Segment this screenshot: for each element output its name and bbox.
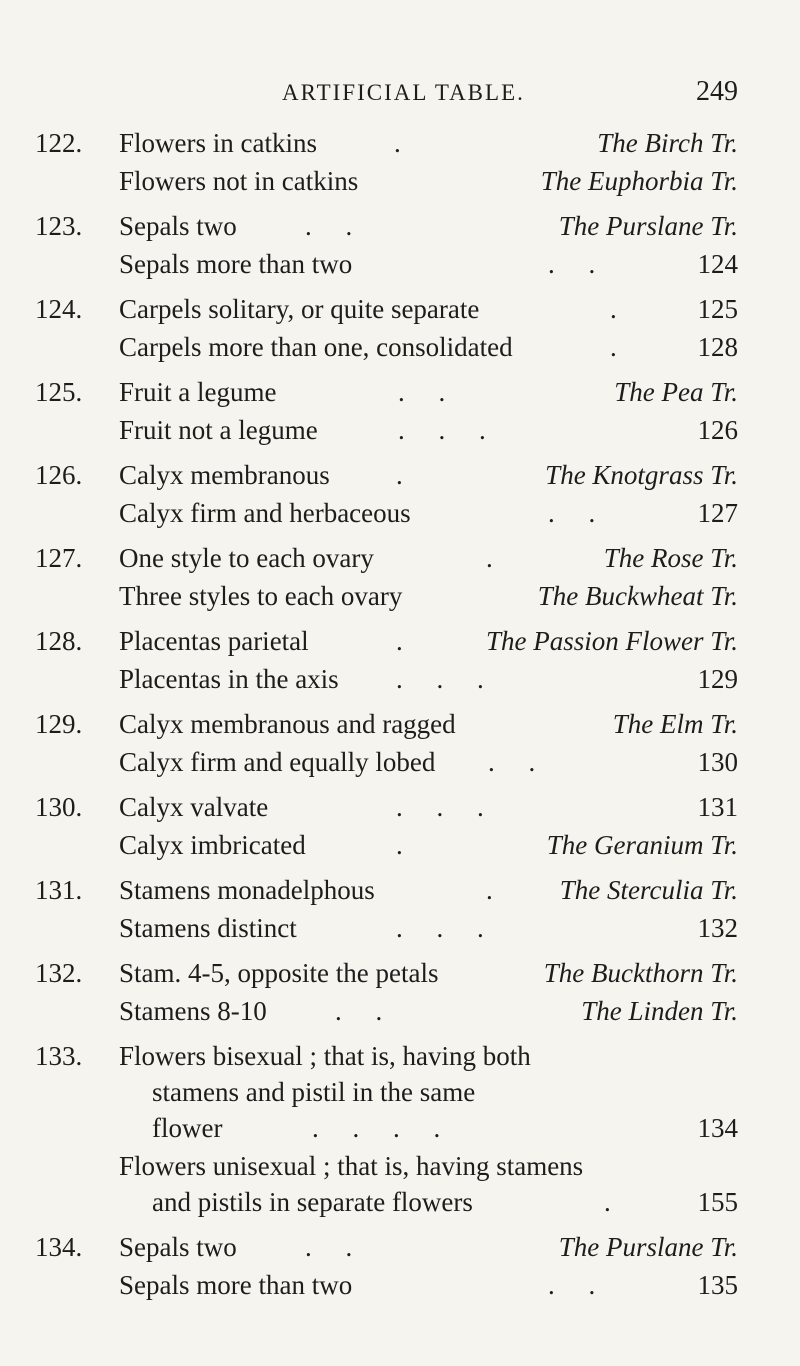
result: 129 (697, 664, 738, 694)
result: The Linden Tr. (581, 996, 738, 1026)
key-line (0, 993, 800, 1029)
running-title: ARTIFICIAL TABLE. (282, 80, 525, 105)
entry-number: 124. (35, 294, 83, 324)
result: 124 (697, 249, 738, 279)
line-text: Flowers unisexual ; that is, having stamens (119, 1151, 584, 1181)
result: The Sterculia Tr. (559, 875, 738, 905)
line-text: Stam. 4-5, opposite the petals (119, 958, 439, 988)
key-line (0, 1184, 800, 1220)
key-line (0, 1110, 800, 1146)
leader-dots: . . (548, 249, 596, 279)
leader-dots: . . . (396, 913, 484, 943)
result: The Purslane Tr. (558, 1232, 738, 1262)
key-line (0, 412, 800, 448)
line-text: and pistils in separate flowers (152, 1187, 473, 1217)
leader-dots: . . . (398, 415, 486, 445)
key-line (0, 163, 800, 199)
line-text: Carpels solitary, or quite separate (119, 294, 480, 324)
entry-number: 134. (35, 1232, 83, 1262)
line-text: Placentas parietal (119, 626, 309, 656)
entry-number: 128. (35, 626, 83, 656)
leader-dots: . . . . (312, 1113, 441, 1143)
key-line (0, 495, 800, 531)
key-line (0, 1229, 800, 1265)
entry-number: 130. (35, 792, 83, 822)
key-line (0, 661, 800, 697)
leader-dots: . . (548, 1270, 596, 1300)
line-text: flower (152, 1113, 223, 1143)
line-text: Three styles to each ovary (119, 581, 403, 611)
leader-dots: . . (548, 498, 596, 528)
key-line (0, 1074, 800, 1110)
key-line (0, 955, 800, 991)
entry-number: 132. (35, 958, 83, 988)
line-text: Flowers not in catkins (119, 166, 359, 196)
leader-dots: . . (488, 747, 536, 777)
key-line (0, 623, 800, 659)
line-text: Stamens monadelphous (119, 875, 375, 905)
key-line (0, 744, 800, 780)
line-text: Placentas in the axis (119, 664, 339, 694)
key-line (0, 872, 800, 908)
line-text: Fruit not a legume (119, 415, 318, 445)
line-text: Sepals more than two (119, 249, 353, 279)
entry-number: 129. (35, 709, 83, 739)
line-text: Stamens distinct (119, 913, 297, 943)
result: The Buckthorn Tr. (543, 958, 738, 988)
leader-dots: . (394, 128, 401, 158)
line-text: Flowers bisexual ; that is, having both (119, 1041, 531, 1071)
leader-dots: . . (335, 996, 383, 1026)
leader-dots: . (604, 1187, 611, 1217)
result: The Geranium Tr. (546, 830, 738, 860)
line-text: stamens and pistil in the same (152, 1077, 476, 1107)
result: The Pea Tr. (614, 377, 738, 407)
entry-number: 122. (35, 128, 83, 158)
leader-dots: . (396, 460, 403, 490)
page-number: 249 (696, 76, 738, 107)
key-line (0, 789, 800, 825)
key-line (0, 827, 800, 863)
key-line (0, 540, 800, 576)
line-text: Calyx valvate (119, 792, 269, 822)
leader-dots: . (610, 332, 617, 362)
line-text: Sepals more than two (119, 1270, 353, 1300)
entry-number: 127. (35, 543, 83, 573)
line-text: Calyx membranous and ragged (119, 709, 456, 739)
line-text: Sepals two (119, 1232, 237, 1262)
line-text: Calyx imbricated (119, 830, 306, 860)
result: The Passion Flower Tr. (485, 626, 738, 656)
line-text: Sepals two (119, 211, 237, 241)
leader-dots: . (396, 626, 403, 656)
entry-number: 131. (35, 875, 83, 905)
line-text: Fruit a legume (119, 377, 277, 407)
leader-dots: . (486, 875, 493, 905)
key-line (0, 125, 800, 161)
result: The Purslane Tr. (558, 211, 738, 241)
key-line (0, 374, 800, 410)
result: 130 (697, 747, 738, 777)
line-text: Stamens 8-10 (119, 996, 267, 1026)
entry-number: 123. (35, 211, 83, 241)
line-text: Calyx membranous (119, 460, 330, 490)
line-text: Carpels more than one, consolidated (119, 332, 513, 362)
result: The Birch Tr. (597, 128, 738, 158)
leader-dots: . . . (396, 664, 484, 694)
leader-dots: . . . (396, 792, 484, 822)
result: 128 (697, 332, 738, 362)
result: 132 (697, 913, 738, 943)
entry-number: 125. (35, 377, 83, 407)
key-line (0, 208, 800, 244)
key-line (0, 1148, 800, 1184)
line-text: One style to each ovary (119, 543, 374, 573)
result: 125 (697, 294, 738, 324)
entry-number: 126. (35, 460, 83, 490)
key-line (0, 706, 800, 742)
key-line (0, 457, 800, 493)
key-line (0, 1038, 800, 1074)
result: The Buckwheat Tr. (537, 581, 738, 611)
leader-dots: . (486, 543, 493, 573)
key-line (0, 329, 800, 365)
result: 155 (697, 1187, 738, 1217)
key-line (0, 1267, 800, 1303)
line-text: Flowers in catkins (119, 128, 317, 158)
key-line (0, 291, 800, 327)
result: 134 (697, 1113, 738, 1143)
result: The Elm Tr. (612, 709, 738, 739)
leader-dots: . (396, 830, 403, 860)
leader-dots: . . (305, 211, 353, 241)
result: 127 (697, 498, 738, 528)
key-line (0, 246, 800, 282)
leader-dots: . . (398, 377, 446, 407)
result: 135 (697, 1270, 738, 1300)
running-header (0, 78, 800, 112)
result: The Euphorbia Tr. (540, 166, 738, 196)
result: The Knotgrass Tr. (545, 460, 738, 490)
leader-dots: . . (305, 1232, 353, 1262)
key-line (0, 578, 800, 614)
entry-number: 133. (35, 1041, 83, 1071)
result: 126 (697, 415, 738, 445)
result: 131 (697, 792, 738, 822)
leader-dots: . (610, 294, 617, 324)
key-line (0, 910, 800, 946)
line-text: Calyx firm and herbaceous (119, 498, 411, 528)
result: The Rose Tr. (603, 543, 738, 573)
line-text: Calyx firm and equally lobed (119, 747, 436, 777)
